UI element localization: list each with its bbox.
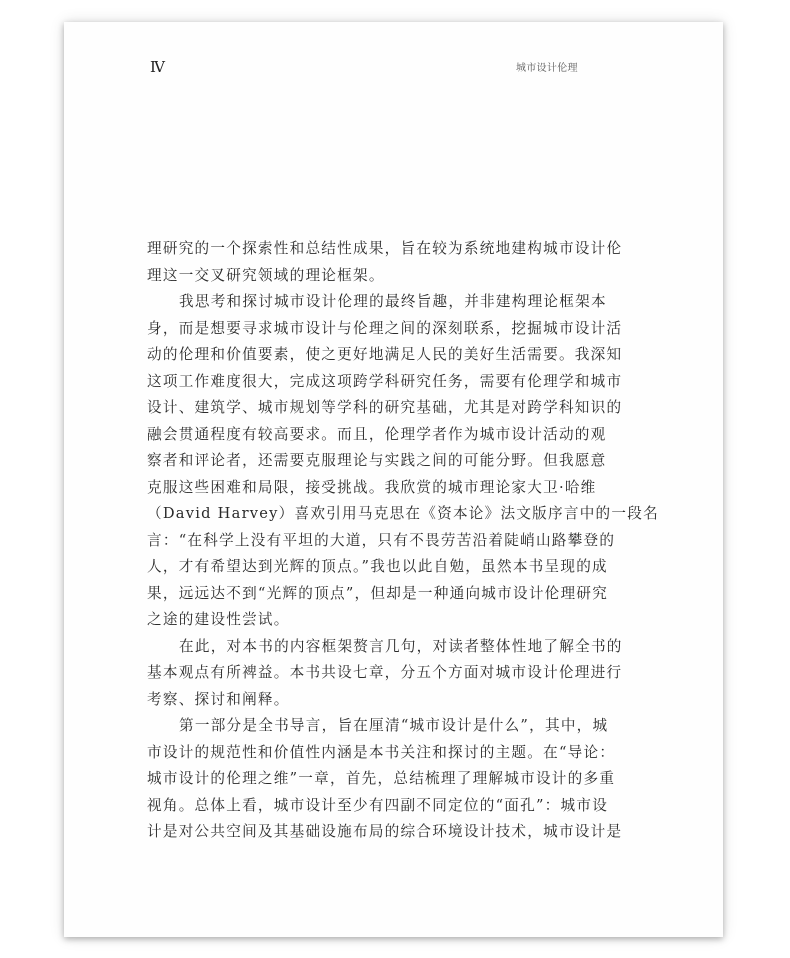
text-line: 城市设计的伦理之维”一章，首先，总结梳理了理解城市设计的多重 <box>147 770 616 787</box>
text-line: 动的伦理和价值要素，使之更好地满足人民的美好生活需要。我深知 <box>147 346 623 363</box>
text-line: 理研究的一个探索性和总结性成果，旨在较为系统地建构城市设计伦 <box>147 240 623 257</box>
text-line: 融会贯通程度有较高要求。而且，伦理学者作为城市设计活动的观 <box>147 425 607 443</box>
text-line: 身，而是想要寻求城市设计与伦理之间的深刻联系，挖掘城市设计活 <box>147 319 623 337</box>
running-title: 城市设计伦理 <box>516 63 578 74</box>
text-line: 计是对公共空间及其基础设施布局的综合环境设计技术，城市设计是 <box>147 823 623 840</box>
text-line: 视角。总体上看，城市设计至少有四副不同定位的“面孔”：城市设 <box>147 796 609 814</box>
text-line: 理这一交叉研究领域的理论框架。 <box>147 266 385 284</box>
text-line: 这项工作难度很大，完成这项跨学科研究任务，需要有伦理学和城市 <box>147 372 623 390</box>
body-text <box>147 236 659 846</box>
text-line: 果，远远达不到“光辉的顶点”，但却是一种通向城市设计伦理研究 <box>147 584 609 602</box>
text-line: （David Harvey）喜欢引用马克思在《资本论》法文版序言中的一段名 <box>147 505 659 522</box>
text-line: 在此，对本书的内容框架赘言几句，对读者整体性地了解全书的 <box>179 637 623 655</box>
text-line: 言：“在科学上没有平坦的大道，只有不畏劳苦沿着陡峭山路攀登的 <box>147 531 616 549</box>
book-page <box>64 22 723 937</box>
text-line: 之途的建设性尝试。 <box>147 611 290 628</box>
text-line: 我思考和探讨城市设计伦理的最终旨趣，并非建构理论框架本 <box>179 293 607 310</box>
text-line: 考察、探讨和阐释。 <box>147 690 290 708</box>
text-line: 察者和评论者，还需要克服理论与实践之间的可能分野。但我愿意 <box>147 452 607 469</box>
text-line: 基本观点有所裨益。本书共设七章，分五个方面对城市设计伦理进行 <box>147 664 623 681</box>
text-line: 设计、建筑学、城市规划等学科的研究基础，尤其是对跨学科知识的 <box>147 399 623 416</box>
text-line: 市设计的规范性和价值性内涵是本书关注和探讨的主题。在“导论： <box>147 743 616 761</box>
text-line: 第一部分是全书导言，旨在厘清“城市设计是什么”，其中，城 <box>179 717 609 734</box>
text-line: 克服这些困难和局限，接受挑战。我欣赏的城市理论家大卫·哈维 <box>147 478 597 496</box>
text-line: 人，才有希望达到光辉的顶点。”我也以此自勉，虽然本书呈现的成 <box>147 558 608 575</box>
page-number: Ⅳ <box>150 60 165 76</box>
